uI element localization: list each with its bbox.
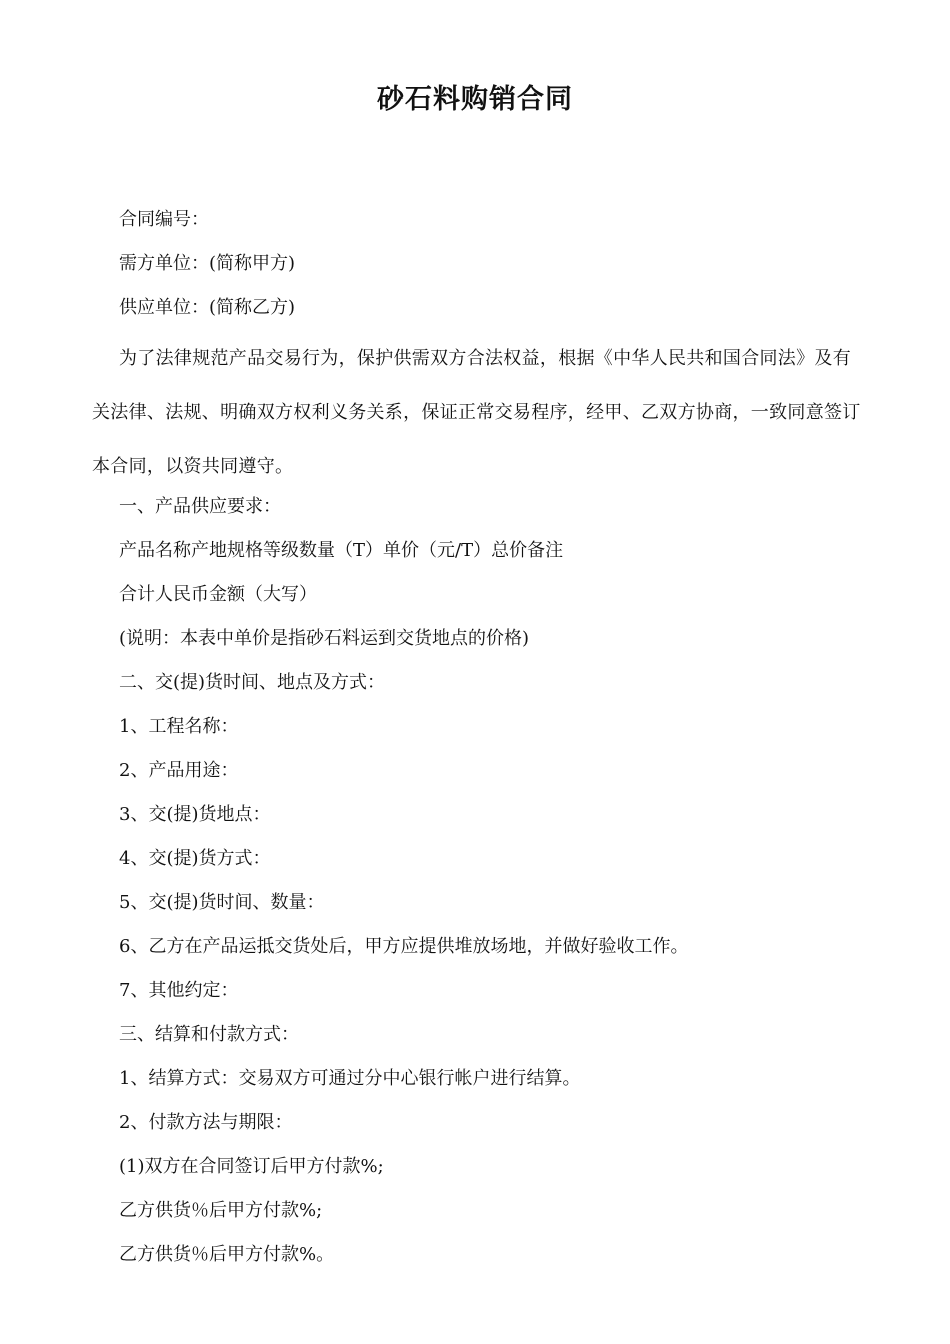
delivery-item-3: 3、交(提)货地点：: [119, 804, 271, 825]
delivery-item-4: 4、交(提)货方式：: [119, 848, 271, 869]
intro-paragraph: 为了法律规范产品交易行为，保护供需双方合法权益，根据《中华人民共和国合同法》及有关法律、法规、明确双方权利义务关系，保证正常交易程序，经甲、乙双方协商，一致同意签订本合同，以资共同遵守。: [92, 348, 861, 477]
document-title: 砂石料购销合同: [377, 84, 573, 115]
delivery-item-6: 6、乙方在产品运抵交货处后，甲方应提供堆放场地，并做好验收工作。: [119, 936, 689, 957]
buyer-line: 需方单位：(简称甲方): [119, 253, 296, 274]
section-delivery: 二、交(提)货时间、地点及方式：: [119, 672, 386, 693]
delivery-item-2: 2、产品用途：: [119, 760, 239, 781]
section-product-requirements: 一、产品供应要求：: [119, 496, 281, 517]
document-body: [92, 200, 867, 1279]
section-settlement: 三、结算和付款方式：: [119, 1024, 299, 1045]
supplier-line: 供应单位：(简称乙方): [119, 297, 296, 318]
delivery-item-5: 5、交(提)货时间、数量：: [119, 892, 325, 913]
payment-term-3: 乙方供货％后甲方付款%。: [119, 1244, 335, 1265]
contract-number-line: 合同编号：: [119, 209, 209, 230]
total-amount-line: 合计人民币金额（大写）: [119, 584, 317, 605]
settlement-item-2: 2、付款方法与期限：: [119, 1112, 293, 1133]
settlement-item-1: 1、结算方式：交易双方可通过分中心银行帐户进行结算。: [119, 1068, 581, 1089]
delivery-item-1: 1、工程名称：: [119, 716, 239, 737]
payment-term-2: 乙方供货％后甲方付款%;: [119, 1200, 323, 1221]
price-note: (说明：本表中单价是指砂石料运到交货地点的价格): [119, 628, 530, 649]
payment-term-1: (1)双方在合同签订后甲方付款%;: [119, 1156, 384, 1177]
delivery-item-7: 7、其他约定：: [119, 980, 239, 1001]
product-table-header: 产品名称产地规格等级数量（T）单价（元/T）总价备注: [119, 540, 564, 561]
